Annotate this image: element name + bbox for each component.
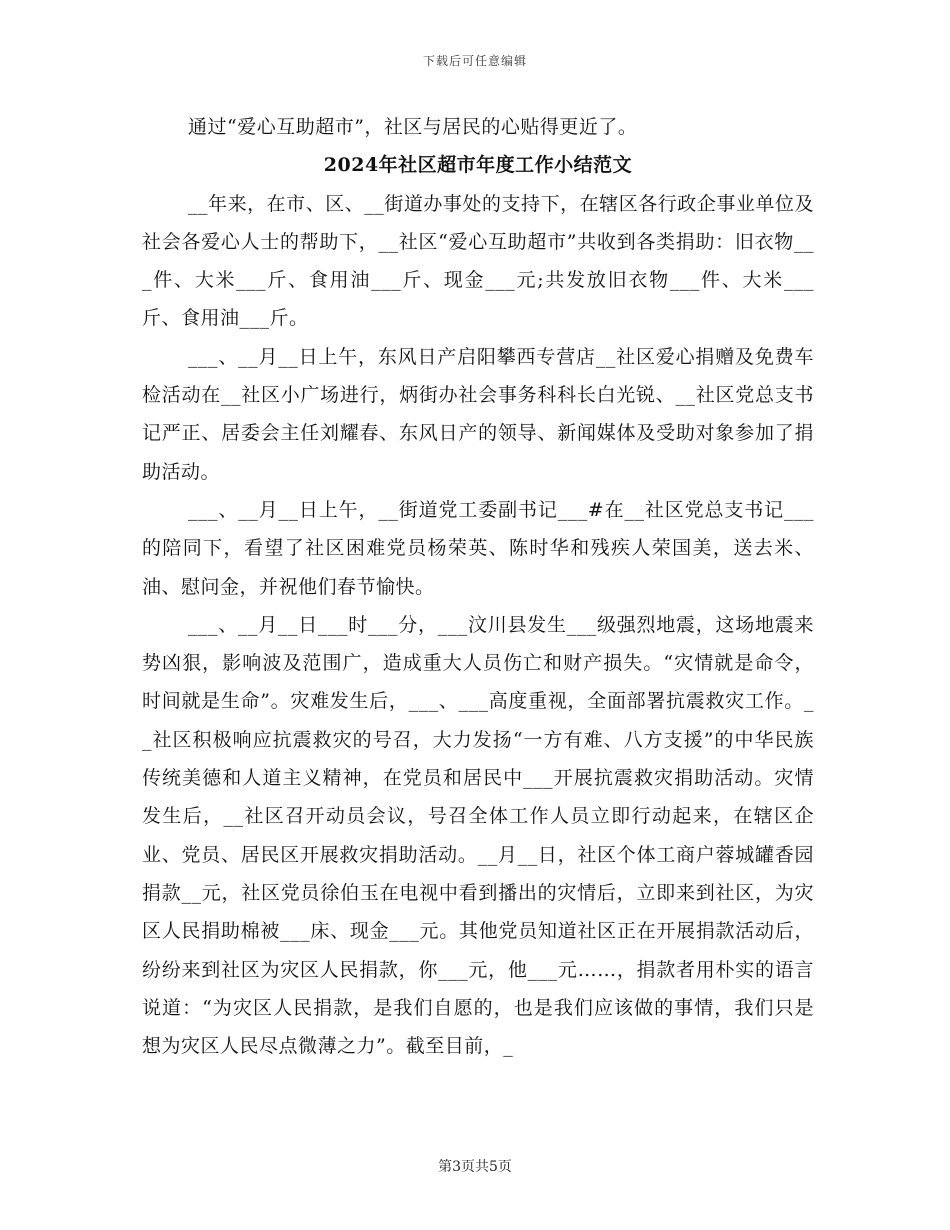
paragraph-1: __年来，在市、区、__街道办事处的支持下，在辖区各行政企事业单位及社会各爱心人士的帮助下，__社区“爱心互助超市”共收到各类捐助：旧衣物___件、大米___斤、食用油___斤、现金___元;共发放旧衣物___件、大米___斤、食用油___斤。 bbox=[142, 192, 814, 330]
document-body bbox=[142, 108, 814, 1065]
page-footer: 第3页共5页 bbox=[438, 1159, 512, 1175]
page-header: 下载后可任意编辑 bbox=[422, 54, 527, 68]
paragraph-3: ___、__月__日上午，__街道党工委副书记___#在__社区党总支书记___的陪同下，看望了社区困难党员杨荣英、陈时华和残疾人荣国美，送去米、油、慰问金，并祝他们春节愉快。 bbox=[142, 498, 814, 598]
lead-paragraph: 通过“爱心互助超市”，社区与居民的心贴得更近了。 bbox=[188, 116, 638, 138]
paragraph-4: ___、__月__日___时___分，___汶川县发生___级强烈地震，这场地震来势凶狠，影响波及范围广，造成重大人员伤亡和财产损失。“灾情就是命令，时间就是生命”。灾难发生后，___、___高度重视，全面部署抗震救灾工作。__社区积极响应抗震救灾的号召，大力发扬“一方有难、八方支援”的中华民族传统美德和人道主义精神，在党员和居民中___开展抗震救灾捐助活动。灾情发生后，__社区召开动员会议，号召全体工作人员立即行动起来，在辖区企业、党员、居民区开展救灾捐助活动。__月__日，社区个体工商户蓉城罐香园捐款__元，社区党员徐伯玉在电视中看到播出的灾情后，立即来到社区，为灾区人民捐助棉被___床、现金___元。其他党员知道社区正在开展捐款活动后，纷纷来到社区为灾区人民捐款，你___元，他___元……，捐款者用朴实的语言说道：“为灾区人民捐款，是我们自愿的，也是我们应该做的事情，我们只是想为灾区人民尽点微薄之力”。截至目前，_ bbox=[142, 613, 814, 1058]
paragraph-2: ___、__月__日上午，东风日产启阳攀西专营店__社区爱心捐赠及免费车检活动在__社区小广场进行，炳街办社会事务科科长白光锐、__社区党总支书记严正、居委会主任刘耀春、东风日产的领导、新闻媒体及受助对象参加了捐助活动。 bbox=[142, 345, 814, 483]
document-title: 2024年社区超市年度工作小结范文 bbox=[323, 154, 633, 177]
